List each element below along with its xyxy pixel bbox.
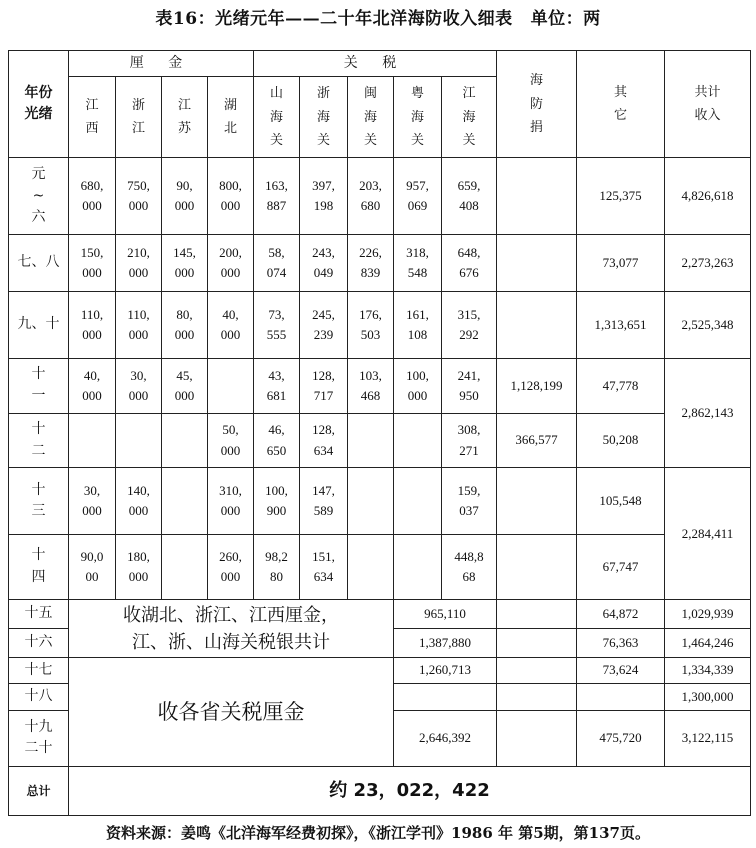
value-cell-jiangxi: 680, 000 [69,158,116,235]
unit-label: 单位：两 [530,9,601,29]
table-row [9,413,751,468]
haifang-cell [497,710,577,767]
value-cell-minhai [348,413,394,468]
other-cell: 105,548 [577,468,665,535]
merged-note-17-20: 收各省关税厘金 [69,657,394,766]
value-cell-zhehai: 128, 717 [300,358,348,413]
guanshui-col-header: 闽 海 关 [348,77,394,158]
year-cell: 七、八 [9,235,69,292]
year-cell: 十七 [9,657,69,683]
total-cell: 1,300,000 [665,684,751,710]
value-cell-minhai [348,535,394,600]
grand-total-row [9,767,751,816]
value-cell-shanhai: 100, 900 [254,468,300,535]
value-cell-jianghai: 308, 271 [442,413,497,468]
lijin-col-header: 江 苏 [162,77,208,158]
value-cell-hubei: 800, 000 [208,158,254,235]
value-cell-shanhai: 58, 074 [254,235,300,292]
value-cell-jianghai: 241, 950 [442,358,497,413]
value-cell-yuehai: 100, 000 [394,358,442,413]
total-cell: 1,464,246 [665,628,751,657]
grand-total-label: 总计 [9,767,69,816]
value-cell-zhejiang: 750, 000 [116,158,162,235]
year-cell: 九、十 [9,292,69,359]
haifang-cell [497,628,577,657]
value-cell-shanhai: 73, 555 [254,292,300,359]
table-row [9,468,751,535]
value-cell-yuehai [394,468,442,535]
year-cell: 元 ~ 六 [9,158,69,235]
other-cell: 475,720 [577,710,665,767]
value-cell-jiangxi: 40, 000 [69,358,116,413]
total-header: 共计 收入 [665,51,751,158]
value-cell-hubei: 310, 000 [208,468,254,535]
haifang-cell [497,657,577,683]
value-cell-yuehai: 161, 108 [394,292,442,359]
guanshui-col-header: 江 海 关 [442,77,497,158]
lijin-col-header: 江 西 [69,77,116,158]
value-cell-hubei: 50, 000 [208,413,254,468]
value-cell-jianghai: 315, 292 [442,292,497,359]
value-cell-zhehai: 151, 634 [300,535,348,600]
lijin-col-header: 浙 江 [116,77,162,158]
value-cell-jiangsu [162,468,208,535]
table-row [9,158,751,235]
revenue-table [8,50,751,816]
value-cell-hubei: 40, 000 [208,292,254,359]
value-cell-zhehai: 147, 589 [300,468,348,535]
other-cell: 76,363 [577,628,665,657]
guanshui-col-header: 山 海 关 [254,77,300,158]
table-row [9,657,751,683]
year-cell: 十八 [9,684,69,710]
value-cell-jiangsu: 45, 000 [162,358,208,413]
combined-cell: 1,260,713 [394,657,497,683]
other-cell [577,684,665,710]
table-body [9,51,751,816]
combined-cell: 2,646,392 [394,710,497,767]
haifang-cell [497,235,577,292]
year-cell: 十 三 [9,468,69,535]
guanshui-group-header: 关 税 [254,51,497,77]
other-cell: 50,208 [577,413,665,468]
year-cell: 十 二 [9,413,69,468]
haifang-cell: 1,128,199 [497,358,577,413]
value-cell-jiangxi: 110, 000 [69,292,116,359]
guanshui-col-header: 粤 海 关 [394,77,442,158]
value-cell-jianghai: 448,8 68 [442,535,497,600]
haifang-header: 海 防 捐 [497,51,577,158]
grand-total-value: 约 23，022，422 [69,767,751,816]
value-cell-minhai: 226, 839 [348,235,394,292]
combined-cell: 1,387,880 [394,628,497,657]
header-row-groups [9,51,751,77]
value-cell-jiangsu: 90, 000 [162,158,208,235]
value-cell-minhai: 203, 680 [348,158,394,235]
other-cell: 64,872 [577,600,665,629]
lijin-col-header: 湖 北 [208,77,254,158]
value-cell-jiangsu [162,535,208,600]
year-header: 年份 光绪 [9,51,69,158]
merged-note-15-16: 收湖北、浙江、江西厘金， 江、浙、山海关税银共计 [69,600,394,658]
year-cell: 十五 [9,600,69,629]
value-cell-jiangxi: 30, 000 [69,468,116,535]
value-cell-jiangsu: 145, 000 [162,235,208,292]
haifang-cell [497,292,577,359]
guanshui-col-header: 浙 海 关 [300,77,348,158]
total-cell: 1,029,939 [665,600,751,629]
value-cell-jiangsu [162,413,208,468]
value-cell-zhehai: 397, 198 [300,158,348,235]
total-cell: 2,273,263 [665,235,751,292]
other-cell: 125,375 [577,158,665,235]
other-header: 其 它 [577,51,665,158]
other-cell: 47,778 [577,358,665,413]
value-cell-yuehai [394,413,442,468]
total-cell: 2,525,348 [665,292,751,359]
total-cell: 1,334,339 [665,657,751,683]
value-cell-zhejiang: 110, 000 [116,292,162,359]
value-cell-zhejiang [116,413,162,468]
table-row [9,292,751,359]
value-cell-zhejiang: 30, 000 [116,358,162,413]
haifang-cell [497,600,577,629]
value-cell-zhehai: 243, 049 [300,235,348,292]
title-text: 表16：光绪元年——二十年北洋海防收入细表 [155,9,513,29]
value-cell-zhejiang: 210, 000 [116,235,162,292]
haifang-cell [497,158,577,235]
table-row [9,235,751,292]
year-cell: 十 一 [9,358,69,413]
combined-cell: 965,110 [394,600,497,629]
value-cell-zhejiang: 140, 000 [116,468,162,535]
value-cell-yuehai: 318, 548 [394,235,442,292]
value-cell-jiangxi [69,413,116,468]
value-cell-minhai: 103, 468 [348,358,394,413]
value-cell-jianghai: 159, 037 [442,468,497,535]
value-cell-jianghai: 648, 676 [442,235,497,292]
value-cell-hubei [208,358,254,413]
value-cell-jianghai: 659, 408 [442,158,497,235]
value-cell-hubei: 260, 000 [208,535,254,600]
value-cell-zhehai: 245, 239 [300,292,348,359]
value-cell-yuehai [394,535,442,600]
value-cell-shanhai: 46, 650 [254,413,300,468]
source-note: 资料来源：姜鸣《北洋海军经费初探》，《浙江学刊》1986 年 第5期，第137页。 [106,824,650,842]
other-cell: 73,077 [577,235,665,292]
other-cell: 1,313,651 [577,292,665,359]
lijin-group-header: 厘 金 [69,51,254,77]
haifang-cell [497,468,577,535]
year-cell: 十九 二十 [9,710,69,767]
table-row [9,600,751,629]
value-cell-shanhai: 98,2 80 [254,535,300,600]
other-cell: 67,747 [577,535,665,600]
value-cell-jiangxi: 90,0 00 [69,535,116,600]
haifang-cell [497,684,577,710]
other-cell: 73,624 [577,657,665,683]
haifang-cell: 366,577 [497,413,577,468]
value-cell-zhehai: 128, 634 [300,413,348,468]
value-cell-zhejiang: 180, 000 [116,535,162,600]
haifang-cell [497,535,577,600]
total-cell: 4,826,618 [665,158,751,235]
value-cell-shanhai: 163, 887 [254,158,300,235]
total-cell: 2,284,411 [665,468,751,600]
year-cell: 十六 [9,628,69,657]
table-row [9,358,751,413]
total-cell: 3,122,115 [665,710,751,767]
value-cell-jiangxi: 150, 000 [69,235,116,292]
combined-cell [394,684,497,710]
value-cell-yuehai: 957, 069 [394,158,442,235]
table-row [9,535,751,600]
total-cell: 2,862,143 [665,358,751,467]
year-cell: 十 四 [9,535,69,600]
value-cell-shanhai: 43, 681 [254,358,300,413]
table-title [0,4,756,29]
value-cell-minhai [348,468,394,535]
value-cell-jiangsu: 80, 000 [162,292,208,359]
value-cell-minhai: 176, 503 [348,292,394,359]
value-cell-hubei: 200, 000 [208,235,254,292]
